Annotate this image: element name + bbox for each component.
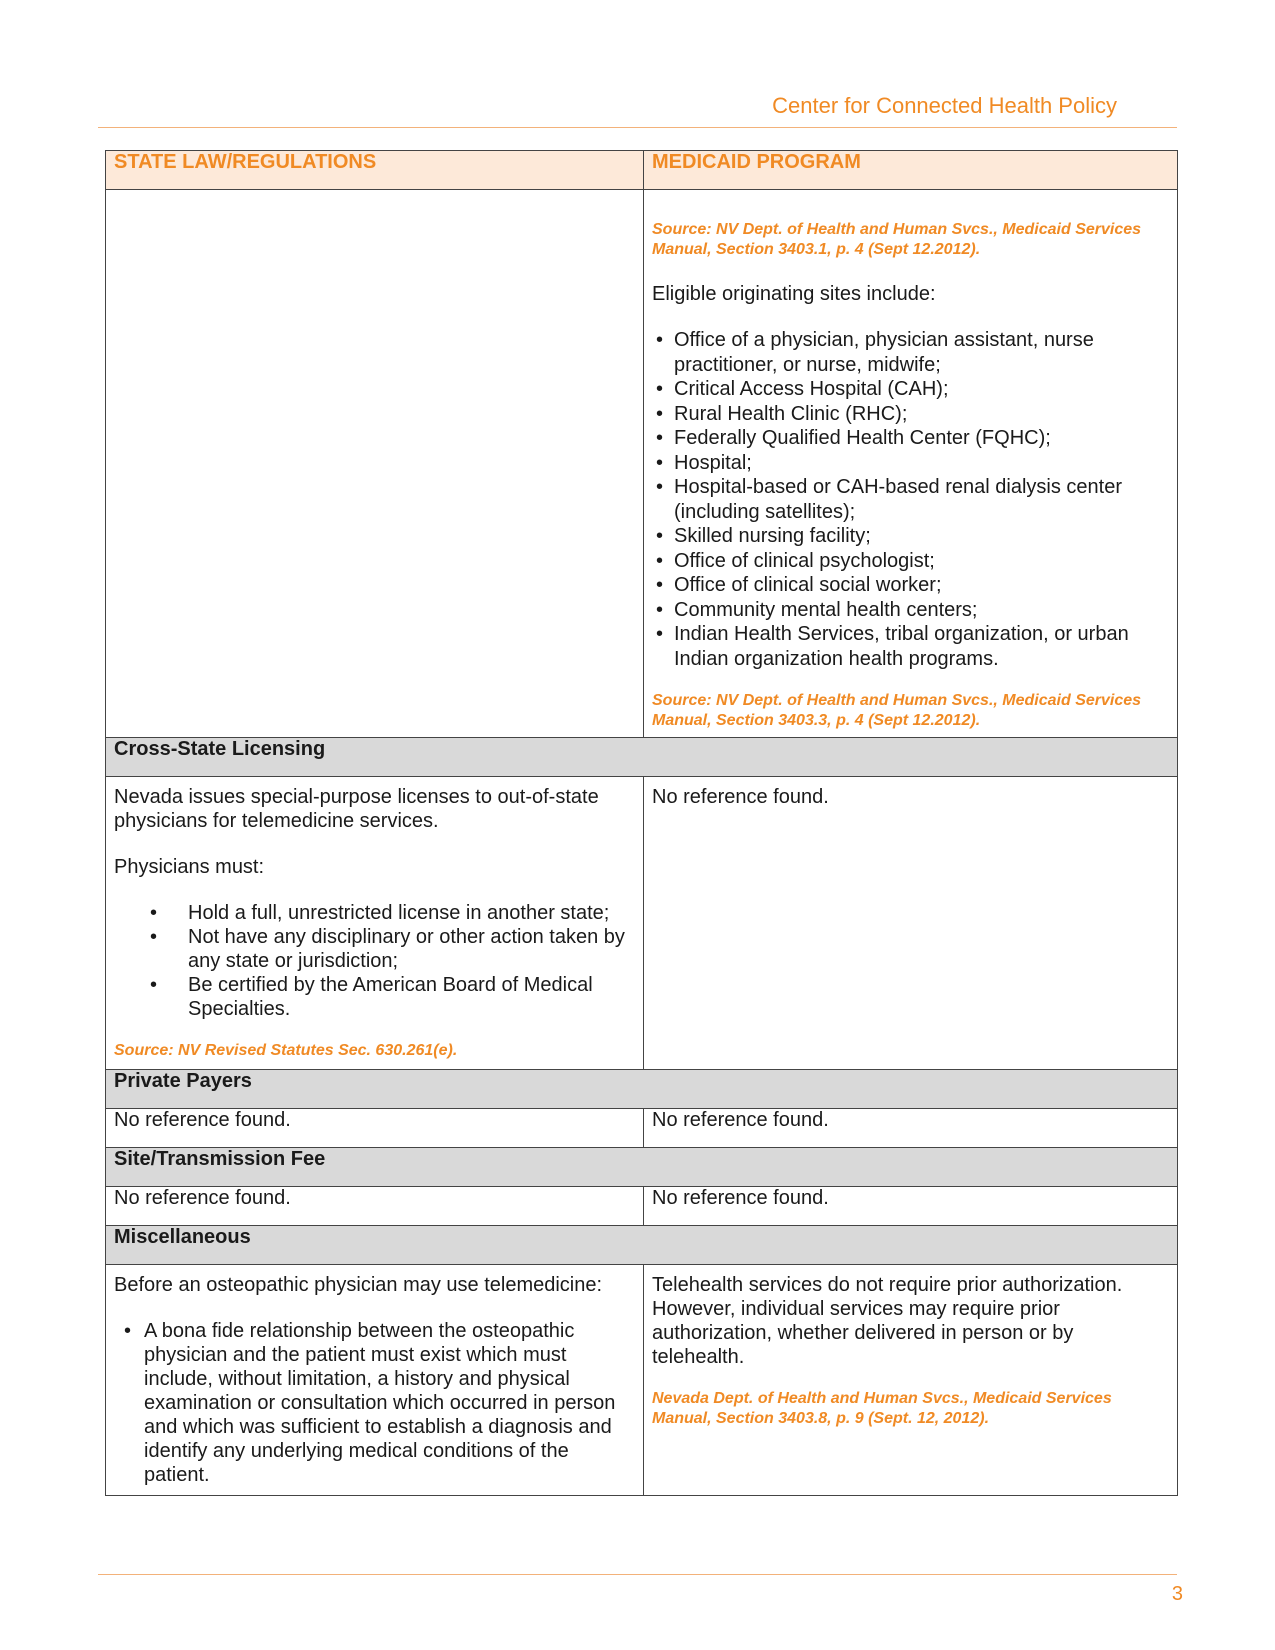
source-citation: Source: NV Dept. of Health and Human Svcs., Medicaid Services Manual, Section 3403.3, p. 4 (Sept 12.2012). — [652, 692, 1142, 729]
list-item: • Federally Qualified Health Center (FQHC); — [652, 426, 1169, 451]
osteopathic-intro: Before an osteopathic physician may use telemedicine: — [114, 1274, 603, 1296]
table-header-row — [106, 151, 1178, 190]
source-citation: Source: NV Dept. of Health and Human Svcs., Medicaid Services Manual, Section 3403.1, p. 4 (Sept 12.2012). — [652, 221, 1142, 258]
footer-divider — [98, 1574, 1177, 1575]
column-header-state-law: STATE LAW/REGULATIONS — [106, 151, 644, 190]
list-item: • Hospital; — [652, 451, 1169, 476]
medicaid-cell-originating-sites — [644, 190, 1178, 738]
list-item: • Not have any disciplinary or other action taken by any state or jurisdiction; — [114, 925, 635, 973]
sites-intro: Eligible originating sites include: — [652, 283, 936, 305]
section-row-cross-state — [106, 738, 1178, 777]
policy-table — [105, 150, 1178, 1496]
list-item: • Hold a full, unrestricted license in another state; — [114, 901, 635, 925]
list-item: • Skilled nursing facility; — [652, 524, 1169, 549]
cross-state-intro: Nevada issues special-purpose licenses to out-of-state physicians for telemedicine services. — [114, 786, 599, 832]
table-row — [106, 1187, 1178, 1226]
section-row-misc — [106, 1226, 1178, 1265]
originating-sites-list — [652, 328, 1169, 671]
list-item: • Office of clinical social worker; — [652, 573, 1169, 598]
state-law-cell-empty — [106, 190, 644, 738]
medicaid-cell-cross-state — [644, 777, 1178, 1070]
section-title-cross-state: Cross-State Licensing — [106, 738, 1178, 777]
section-title-misc: Miscellaneous — [106, 1226, 1178, 1265]
list-item: • Be certified by the American Board of Medical Specialties. — [114, 973, 635, 1021]
list-item: • Office of clinical psychologist; — [652, 549, 1169, 574]
prior-authorization-text: Telehealth services do not require prior authorization. However, individual services may require prior authorization, whether delivered in person or by telehealth. — [652, 1274, 1123, 1368]
physicians-must-label: Physicians must: — [114, 856, 265, 878]
state-law-cell-cross-state — [106, 777, 644, 1070]
table-row — [106, 777, 1178, 1070]
source-citation: Nevada Dept. of Health and Human Svcs., Medicaid Services Manual, Section 3403.8, p. 9 (Sept. 12, 2012). — [652, 1390, 1112, 1427]
osteopathic-requirements-list — [114, 1319, 635, 1487]
state-law-cell-private-payers: No reference found. — [106, 1109, 644, 1148]
section-title-private-payers: Private Payers — [106, 1070, 1178, 1109]
header-organization: Center for Connected Health Policy — [772, 93, 1117, 118]
list-item: • Rural Health Clinic (RHC); — [652, 402, 1169, 427]
section-title-site-fee: Site/Transmission Fee — [106, 1148, 1178, 1187]
list-item: • Office of a physician, physician assistant, nurse practitioner, or nurse, midwife; — [652, 328, 1169, 377]
column-header-medicaid: MEDICAID PROGRAM — [644, 151, 1178, 190]
list-item: • Critical Access Hospital (CAH); — [652, 377, 1169, 402]
no-reference-text: No reference found. — [652, 786, 829, 808]
section-row-private-payers — [106, 1070, 1178, 1109]
header-divider — [98, 127, 1177, 128]
state-law-cell-misc — [106, 1265, 644, 1496]
page-number: 3 — [1171, 1583, 1183, 1605]
physician-requirements-list — [114, 901, 635, 1021]
list-item: • A bona fide relationship between the osteopathic physician and the patient must exist which must include, without limitation, a history and physical examination or consultation which occurred in person and which was sufficient to establish a diagnosis and identify any underlying medical conditions of the patient. — [114, 1319, 635, 1487]
state-law-cell-site-fee: No reference found. — [106, 1187, 644, 1226]
table-row — [106, 190, 1178, 738]
list-item: • Indian Health Services, tribal organization, or urban Indian organization health programs. — [652, 622, 1169, 671]
table-row — [106, 1109, 1178, 1148]
table-row — [106, 1265, 1178, 1496]
medicaid-cell-private-payers: No reference found. — [644, 1109, 1178, 1148]
list-item: • Hospital-based or CAH-based renal dialysis center (including satellites); — [652, 475, 1169, 524]
section-row-site-fee — [106, 1148, 1178, 1187]
source-citation: Source: NV Revised Statutes Sec. 630.261(e). — [114, 1042, 458, 1059]
list-item: • Community mental health centers; — [652, 598, 1169, 623]
medicaid-cell-misc — [644, 1265, 1178, 1496]
medicaid-cell-site-fee: No reference found. — [644, 1187, 1178, 1226]
